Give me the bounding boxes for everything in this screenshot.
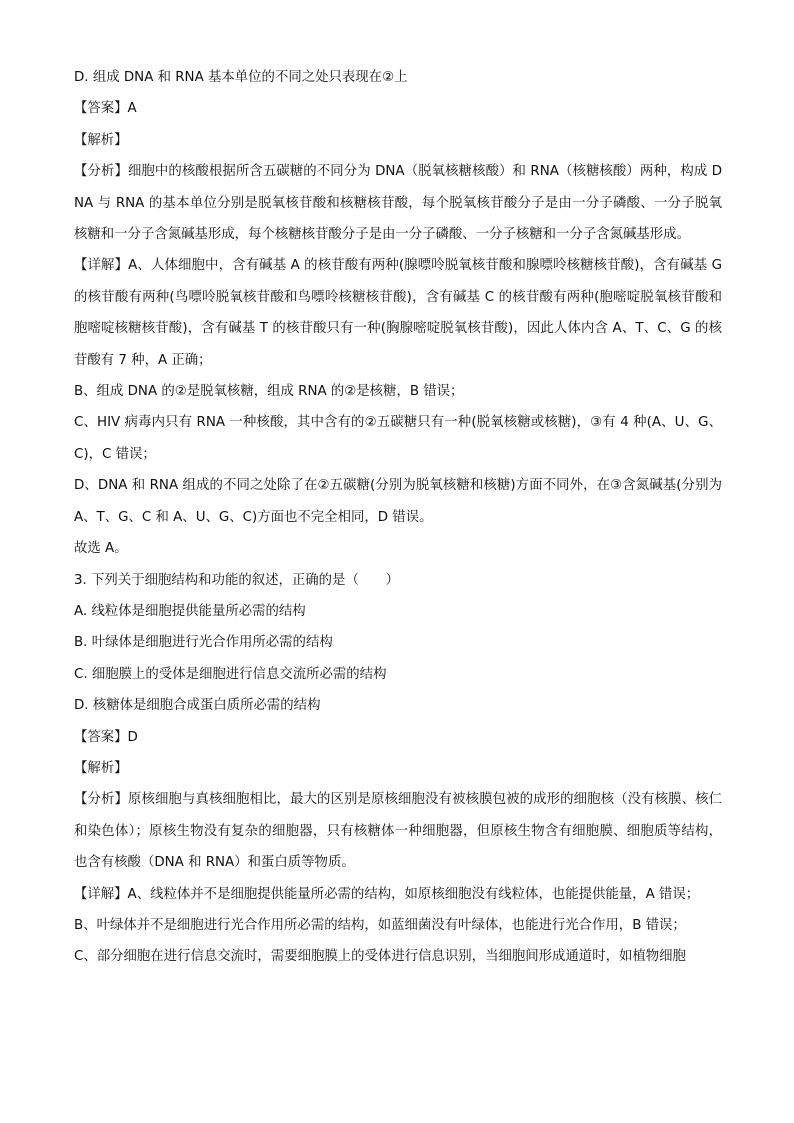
q3-analysis-heading: 【解析】	[74, 760, 128, 776]
q3-stem: 3. 下列关于细胞结构和功能的叙述，正确的是（ ）	[74, 572, 400, 588]
q3-option-c: C. 细胞膜上的受体是细胞进行信息交流所必需的结构	[74, 666, 387, 682]
q2-conclusion: 故选 A。	[74, 541, 128, 557]
q2-detail-c: C、HIV 病毒内只有 RNA 一种核酸，其中含有的②五碳糖只有一种(脱氧核糖或核糖)，③有 4 种(A、U、G、C)，C 错误；	[74, 415, 722, 462]
q3-detail-c-partial: C、部分细胞在进行信息交流时，需要细胞膜上的受体进行信息识别，当细胞间形成通道时，如植物细胞	[74, 949, 686, 965]
q2-option-d: D. 组成 DNA 和 RNA 基本单位的不同之处只表现在②上	[74, 70, 408, 85]
q3-option-d: D. 核糖体是细胞合成蛋白质所必需的结构	[74, 698, 321, 714]
document-body	[74, 62, 722, 973]
q2-analysis-paragraph: 【分析】细胞中的核酸根据所含五碳糖的不同分为 DNA（脱氧核糖核酸）和 RNA（核糖核酸）两种，构成 DNA 与 RNA 的基本单位分别是脱氧核苷酸和核糖核苷酸，每个脱氧核苷酸分子是由一分子磷酸、一分子脱氧核糖和一分子含氮碱基形成，每个核糖核苷酸分子是由一分子磷酸、一分子核糖和一分子含氮碱基形成。	[74, 164, 722, 243]
q3-option-a: A. 线粒体是细胞提供能量所必需的结构	[74, 603, 306, 619]
q2-answer: 【答案】A	[74, 101, 137, 117]
q3-detail-b: B、叶绿体并不是细胞进行光合作用所必需的结构，如蓝细菌没有叶绿体，也能进行光合作用，B 错误；	[74, 917, 686, 933]
q3-option-b: B. 叶绿体是细胞进行光合作用所必需的结构	[74, 635, 333, 651]
q3-detail-a: 【详解】A、线粒体并不是细胞提供能量所必需的结构，如原核细胞没有线粒体，也能提供能量，A 错误；	[74, 886, 700, 902]
q3-answer: 【答案】D	[74, 729, 138, 745]
q2-detail-paragraph: 【详解】A、人体细胞中，含有碱基 A 的核苷酸有两种(腺嘌呤脱氧核苷酸和腺嘌呤核糖核苷酸)，含有碱基 G 的核苷酸有两种(鸟嘌呤脱氧核苷酸和鸟嘌呤核糖核苷酸)，含有碱基 C 的核苷酸有两种(胞嘧啶脱氧核苷酸和胞嘧啶核糖核苷酸)，含有碱基 T 的核苷酸只有一种(胸腺嘧啶脱氧核苷酸)，因此人体内含 A、T、C、G 的核苷酸有 7 种，A 正确；	[74, 258, 722, 368]
q2-detail-d: D、DNA 和 RNA 组成的不同之处除了在②五碳糖(分别为脱氧核糖和核糖)方面不同外，在③含氮碱基(分别为 A、T、G、C 和 A、U、G、C)方面也不完全相同，D 错误。	[74, 478, 722, 525]
q2-analysis-heading: 【解析】	[74, 132, 128, 148]
q2-detail-b: B、组成 DNA 的②是脱氧核糖，组成 RNA 的②是核糖，B 错误；	[74, 384, 464, 400]
q3-analysis-paragraph: 【分析】原核细胞与真核细胞相比，最大的区别是原核细胞没有被核膜包被的成形的细胞核（没有核膜、核仁和染色体）；原核生物没有复杂的细胞器，只有核糖体一种细胞器，但原核生物含有细胞膜、细胞质等结构，也含有核酸（DNA 和 RNA）和蛋白质等物质。	[74, 792, 722, 871]
